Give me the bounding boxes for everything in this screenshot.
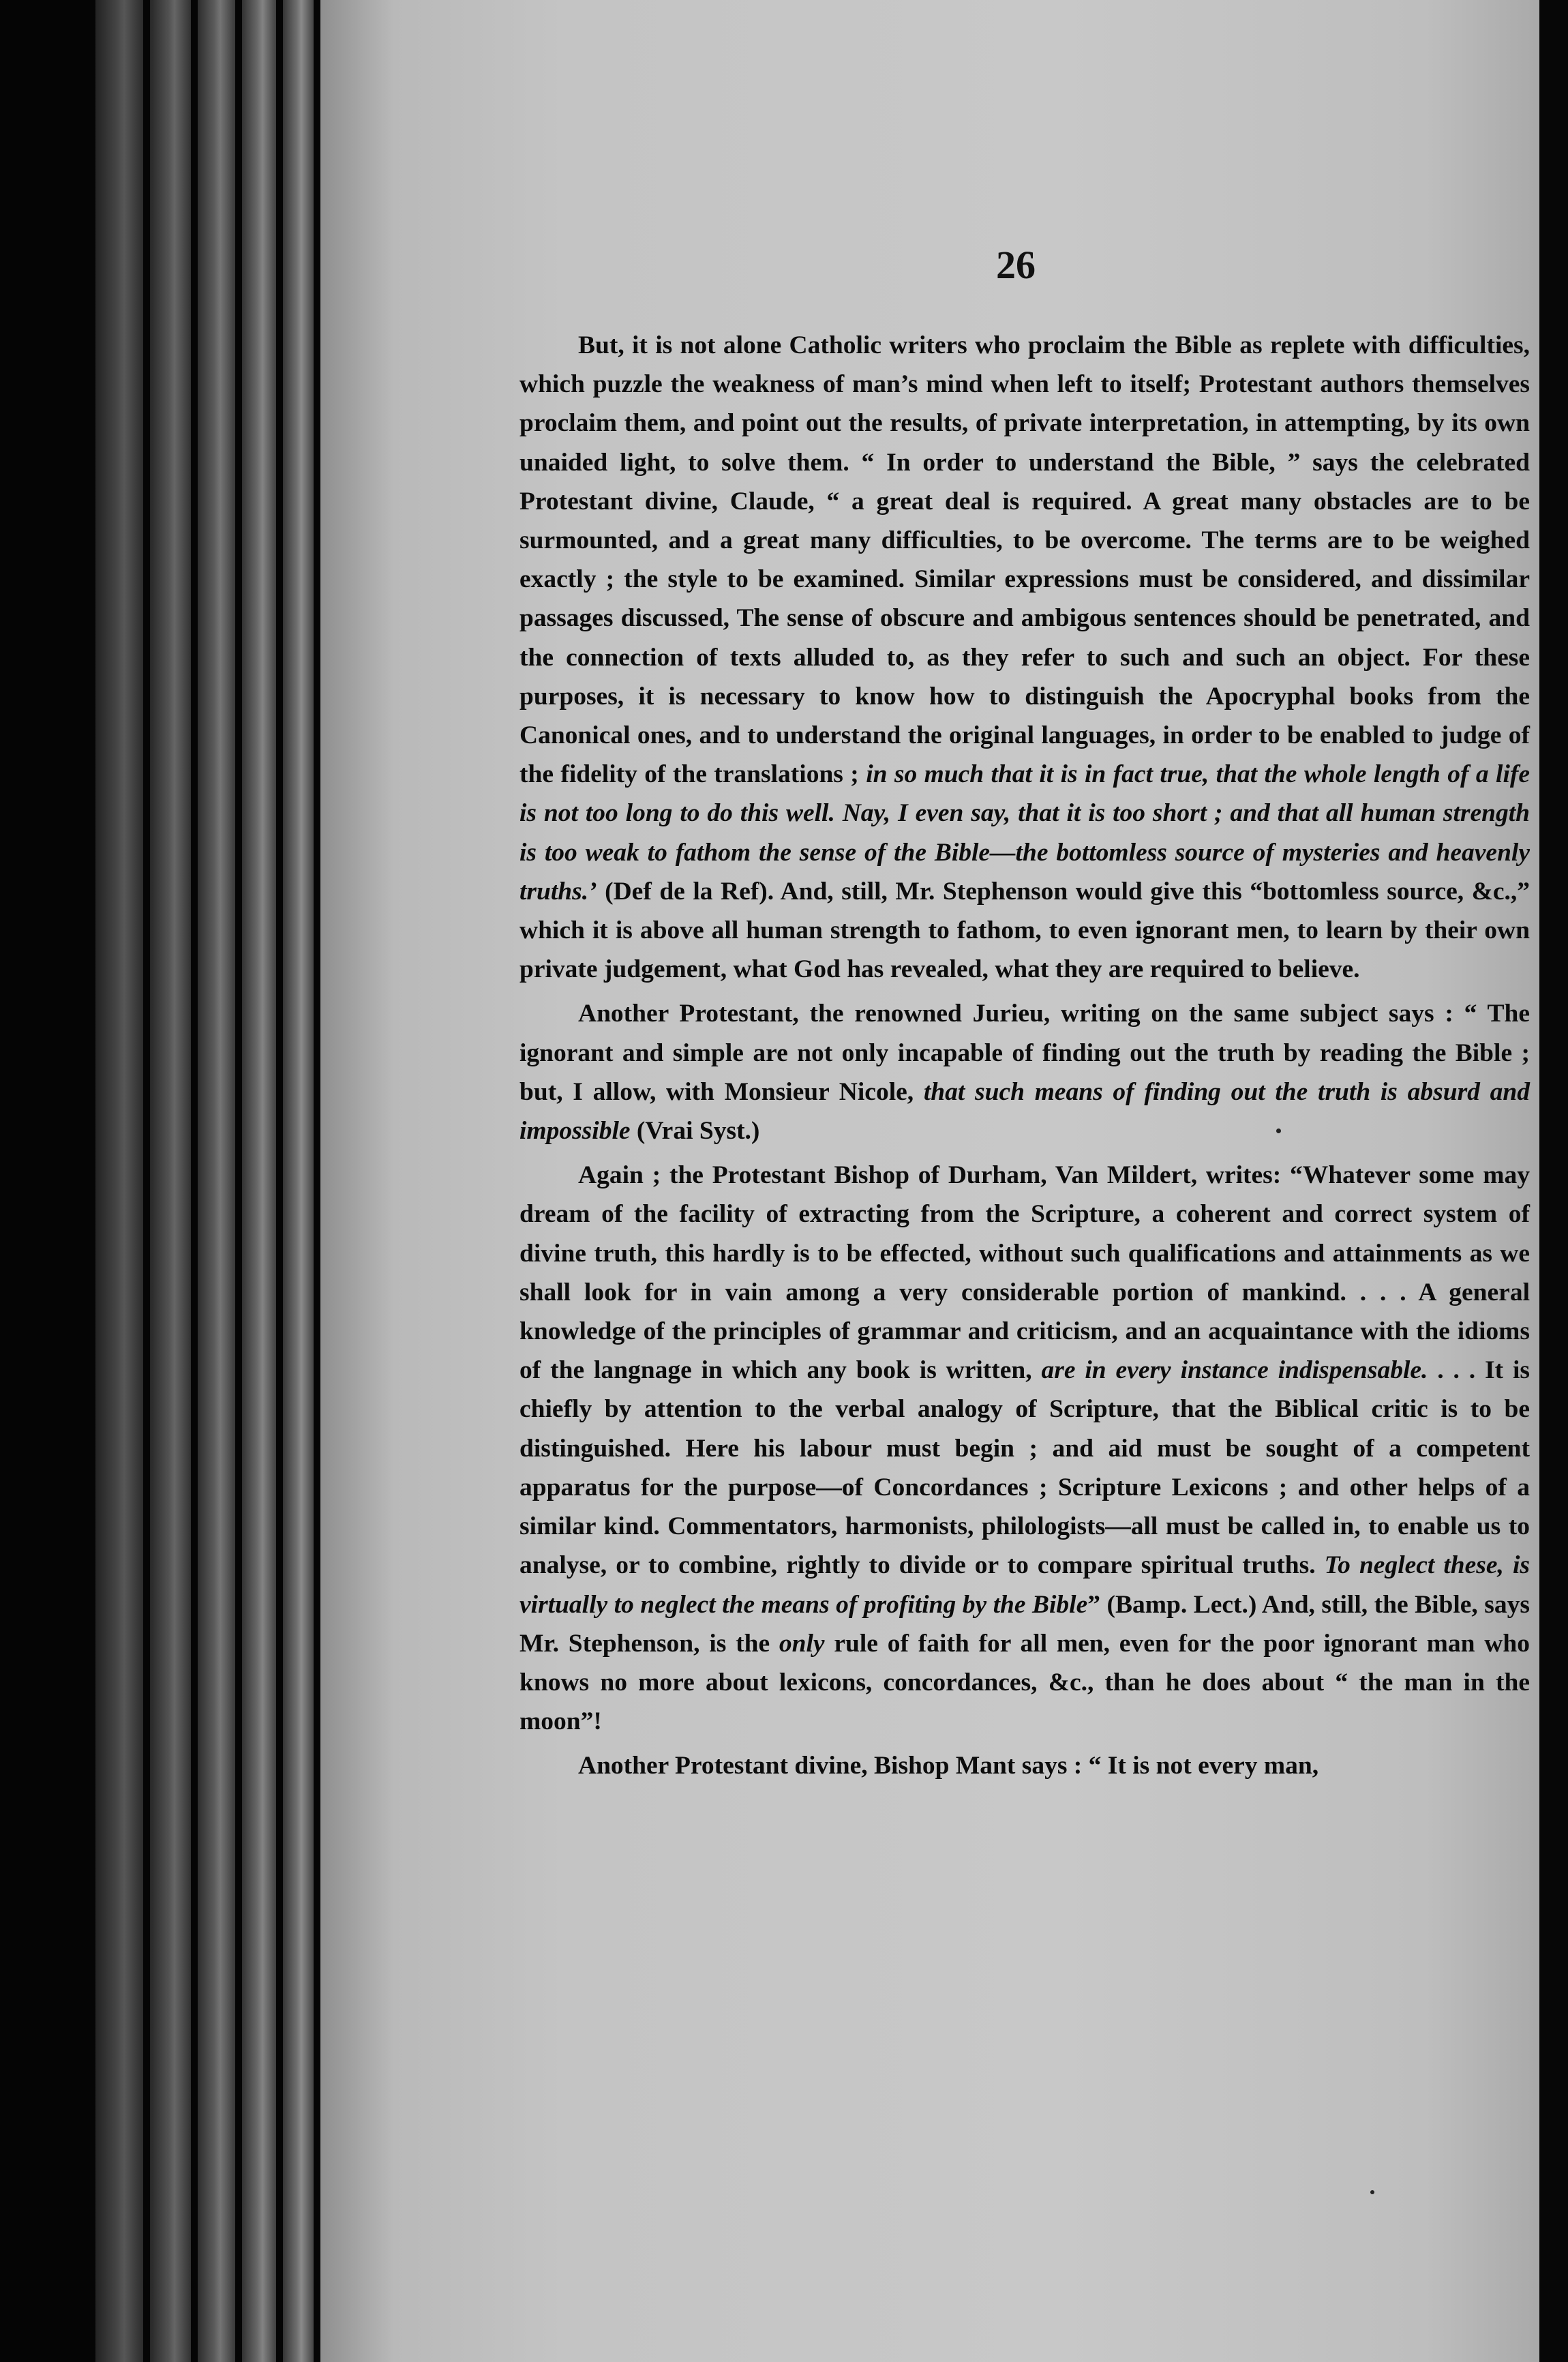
text-segment: (Vrai Syst.) [630, 1117, 760, 1146]
paragraph [519, 994, 1530, 1150]
italic-text-segment: To neglect these, is virtually to neglect the means of profiting by the Bible [519, 1551, 1530, 1619]
page-edge [95, 0, 143, 2362]
book-page-edges [95, 0, 341, 2362]
page-edge [283, 0, 314, 2362]
paragraph [519, 1156, 1530, 1741]
italic-text-segment: that such means of finding out the truth is absurd and impossible [519, 1077, 1530, 1146]
page-body-text [519, 326, 1530, 1786]
page-edge [198, 0, 235, 2362]
scan-speck [1370, 2190, 1374, 2194]
text-segment: But, it is not alone Catholic writers who proclaim the Bible as replete with difficulties, which puzzle the weakness of man’s mind when left to itself; Protestant authors themselves proclaim them, and point out the results, of private interpretation, in attempting, by its own unaided light, to solve them. “ In order to understand the Bible, ” says the celebrated Protestant divine, Claude, “ a great deal is required. A great many obstacles are to be surmounted, and a great many difficulties, to be overcome. The terms are to be weighed exactly ; the style to be examined. Similar expressions must be considered, and dissimilar passages discussed, The sense of obscure and ambigous sentences should be penetrated, and the connection of texts alluded to, as they refer to such and such an object. For these purposes, it is necessary to know how to distinguish the Apocryphal books from the Canonical ones, and to understand the original languages, in order to be enabled to judge of the fidelity of the translations ; [519, 331, 1530, 789]
text-segment: ” (Bamp. Lect.) And, still, the Bible, says Mr. Stephenson, is the [519, 1590, 1530, 1658]
paragraph [519, 326, 1530, 989]
italic-text-segment: only [779, 1629, 825, 1658]
scan-right-border [1539, 0, 1568, 2362]
text-segment: Another Protestant divine, Bishop Mant says : “ It is not every man, [578, 1752, 1319, 1780]
text-segment: Again ; the Protestant Bishop of Durham, Van Mildert, writes: “Whatever some may dream of the facility of extracting from the Scripture, a coherent and correct system of divine truth, this hardly is to be effected, without such qualifications and attainments as we shall look for in vain among a very considerable portion of mankind. . . . A general knowledge of the principles of grammar and criticism, and an acquaintance with the idioms of the langnage in which any book is written, [519, 1161, 1530, 1385]
scan-speck [1276, 1128, 1281, 1133]
text-segment: . . . It is chiefly by attention to the verbal analogy of Scripture, that the Biblical critic is to be distinguished. Here his labour must begin ; and aid must be sought of a competent apparatus for the purpose—of Concordances ; Scripture Lexicons ; and other helps of a similar kind. Commentators, harmonists, philologists—all must be called in, to enable us to analyse, or to combine, rightly to divide or to compare spiritual truths. [519, 1356, 1530, 1580]
page-number: 26 [996, 243, 1036, 287]
text-segment: (Def de la Ref). And, still, Mr. Stephenson would give this “bottomless source, &c.,” which it is above all human strength to fathom, to even ignorant men, to learn by their own private judgement, what God has revealed, what they are required to believe. [519, 877, 1530, 984]
page-edge [242, 0, 276, 2362]
paragraph [519, 1746, 1530, 1785]
italic-text-segment: in so much that it is in fact true, that the whole length of a life is not too long to do this well. Nay, I even say, that it is too short ; and that all human strength is too weak to fathom the sense of the Bible—the bottomless source of mysteries and heavenly truths.’ [519, 760, 1530, 906]
page-edge [150, 0, 191, 2362]
text-segment: rule of faith for all men, even for the poor ignorant man who knows no more about lexicons, concordances, &c., than he does about “ the man in the moon”! [519, 1629, 1530, 1736]
italic-text-segment: are in every instance indispensable. [1041, 1356, 1428, 1385]
text-segment: Another Protestant, the renowned Jurieu, writing on the same subject says : “ The ignorant and simple are not only incapable of finding out the truth by reading the Bible ; but, I allow, with Monsieur Nicole, [519, 1000, 1530, 1106]
